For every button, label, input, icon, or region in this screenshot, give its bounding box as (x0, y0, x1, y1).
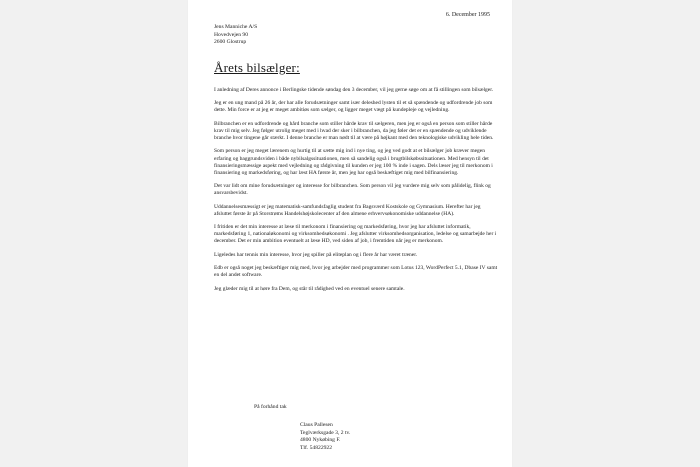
recipient-name: Jens Manniche A/S (214, 24, 258, 30)
letter-page (188, 0, 512, 467)
body-paragraph: Bilbranchen er en udfordrende og hård branche som stiller hårde krav til sælgeren, men jeg er også en person som stiller hårde krav til mig selv. Jeg følger utrolig meget med i hvad der sker i bilbranchen, da jeg føler det er en spændende og udviklende branche hvor tingene går stærkt. I denne branche er man nødt til at være på højkant med den teknologiske udvikling hele tiden. (214, 120, 494, 142)
sender-name: Claus Pallesen (300, 422, 333, 428)
body-paragraph: Jeg glæder mig til at høre fra Dem, og står til rådighed ved en eventuel senere samtale. (214, 285, 405, 292)
sender-street: Teglværksgade 3, 2 tv. (300, 429, 351, 436)
body-paragraph: Jeg er en ung mand på 26 år, der har alle forudsætninger samt især deleshed lysten til et så spændende og udfordrende job som dette. Min force er at jeg er meget ambitiøs som sælger, og ligger meget vægt på kundepleje og vejledning. (214, 100, 493, 114)
body-paragraph: Det var lidt om mine forudsætninger og interesse for bilbranchen. Som person vil jeg vurdere mig selv som pålidelig, flink og ansvarsbevidst. (214, 183, 491, 197)
letter-body (214, 87, 498, 299)
body-paragraph: I anledning af Deres annonce i Berlingske tidende søndag den 3 december, vil jeg gerne søge om at få stillingen som bilsælger. (214, 87, 494, 93)
sender-block (300, 422, 350, 452)
recipient-address (214, 24, 257, 47)
body-paragraph: Edb er også noget jeg beskæftiger mig med, hvor jeg arbejder med programmer som Lotus 123, WordPerfect 5.1, Dbase IV samt en del andet software. (214, 265, 498, 279)
recipient-city: 2600 Glostrup (214, 39, 247, 46)
body-paragraph: Uddannelsesmæssigt er jeg matematisk-samfundsfaglig student fra Bagsværd Kostskole og Gymnasium. Herefter har jeg afsluttet første år på Storstrøms Handelshøjskolecenter af den almene erhvervsøkonomiske uddannelse (HA). (214, 203, 481, 217)
body-paragraph: I fritiden er det min interesse at læse til merkonom i finansiering og markedsføring, hvor jeg har afsluttet informatik, markedsføring 1, nationaløkonomi og virksomhedsøkonomi . Jeg afslutter virksomhedsorganisation, ledelse og samarbejde her i december. Det er min ambition eventuelt at læse HD, ved siden af job, i fremtiden når jeg er merkonom. (214, 224, 497, 245)
letter-title: Årets bilsælger: (214, 60, 300, 75)
body-paragraph: Som person er jeg meget lærenem og hurtig til at sætte mig ind i nye ting, og jeg ved godt at et bilsælger job kræver megen erfaring og baggrundsviden i både nybilsalgssituationen, men så sandelig også i brugtbilskøbssituationen. Med hensyn til det finansieringsmæssige aspekt med vejledning og rådgivning til kunden er jeg 100 % inde i sagen. Dels læser jeg til merkonom i finansiering og markedsføring, og har læst HA første år, men jeg har også beskæftiget mig med bilfinansiering. (214, 148, 493, 176)
sender-phone: Tlf. 54822922 (300, 444, 333, 451)
closing-phrase: På forhånd tak (254, 404, 287, 410)
recipient-street: Hovedvejen 90 (214, 31, 249, 38)
sender-city: 4800 Nykøbing F. (300, 437, 341, 444)
body-paragraph: Ligeledes har tennis min interesse, hvor jeg spiller på eliteplan og i flere år har været træner. (214, 251, 418, 258)
letter-date: 6. December 1995 (445, 12, 490, 18)
